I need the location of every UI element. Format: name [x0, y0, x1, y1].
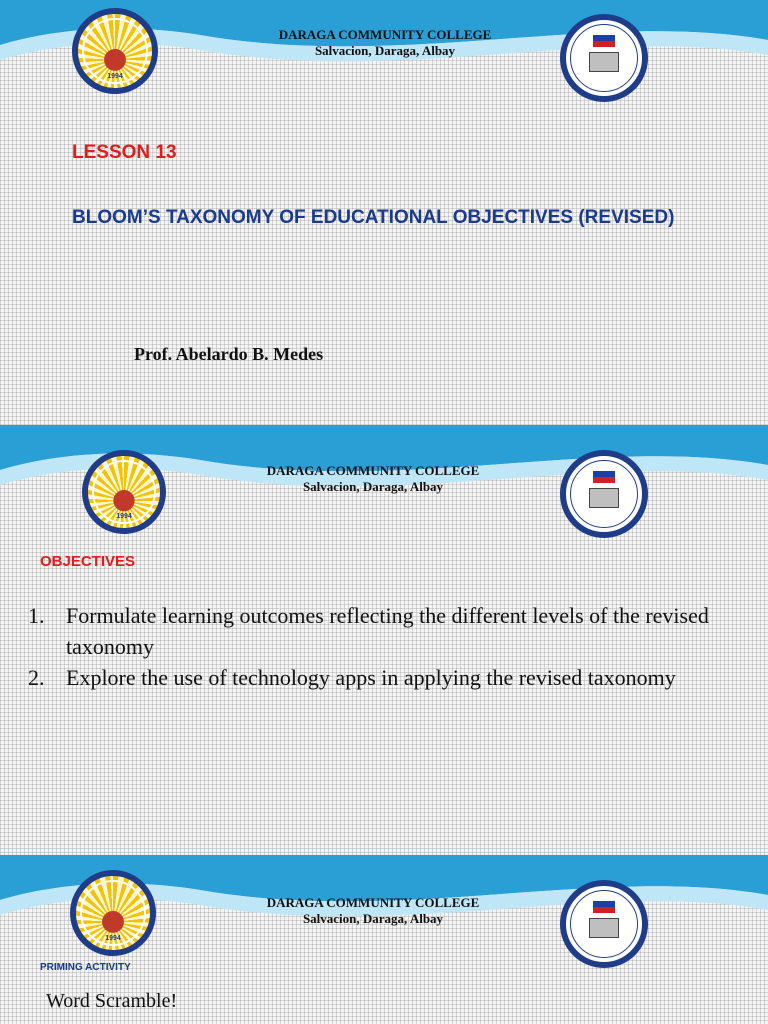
dcc-logo [560, 450, 648, 538]
college-header [240, 27, 530, 60]
college-address: Salvacion, Daraga, Albay [302, 479, 444, 495]
dcc-logo [560, 880, 648, 968]
college-address: Salvacion, Daraga, Albay [314, 43, 456, 59]
author-name: Prof. Abelardo B. Medes [134, 344, 324, 364]
lesson-title: BLOOM’S TAXONOMY OF EDUCATIONAL OBJECTIVES (REVISED) [72, 207, 675, 228]
ched-logo [70, 870, 156, 956]
ched-logo-year: 1994 [116, 513, 132, 520]
priming-activity-heading: PRIMING ACTIVITY [40, 962, 131, 973]
objective-text: Formulate learning outcomes reflecting the different levels of the revised taxonomy [66, 603, 709, 660]
objective-number: 2. [28, 665, 45, 691]
college-name: DARAGA COMMUNITY COLLEGE [278, 27, 492, 42]
objective-text: Explore the use of technology apps in applying the revised taxonomy [66, 665, 676, 691]
ched-logo [82, 450, 166, 534]
objectives-heading: OBJECTIVES [40, 553, 136, 570]
college-address: Salvacion, Daraga, Albay [302, 911, 444, 927]
lesson-number: LESSON 13 [72, 142, 177, 163]
objectives-list [28, 600, 748, 694]
objective-item [28, 662, 748, 693]
college-header [228, 463, 518, 496]
ched-logo [72, 8, 158, 94]
objective-number: 1. [28, 603, 45, 628]
college-name: DARAGA COMMUNITY COLLEGE [266, 463, 480, 478]
dcc-logo [560, 14, 648, 102]
slide-1 [0, 0, 768, 425]
ched-logo-year: 1994 [105, 935, 121, 942]
college-header [228, 895, 518, 928]
ched-logo-year: 1994 [107, 73, 123, 80]
college-name: DARAGA COMMUNITY COLLEGE [266, 895, 480, 910]
word-scramble-text: Word Scramble! [46, 990, 178, 1012]
objective-item [28, 600, 748, 662]
